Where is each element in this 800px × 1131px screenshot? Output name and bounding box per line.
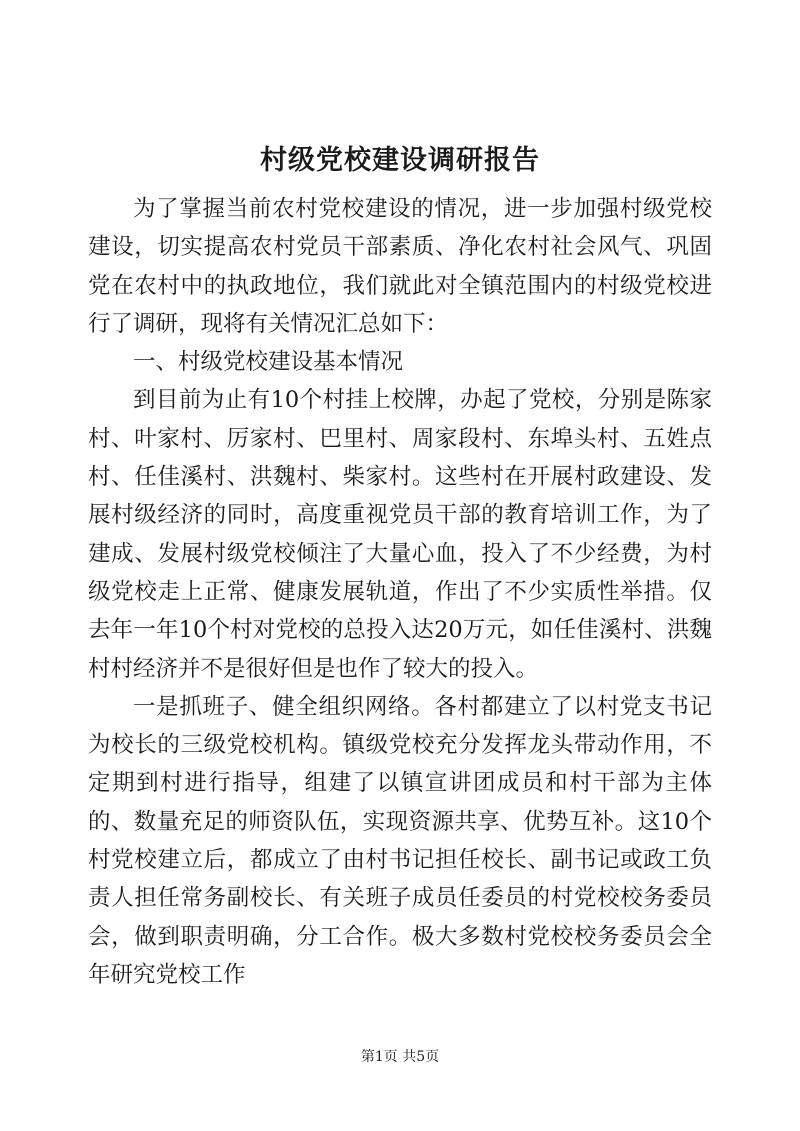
page-number-footer: 第1页 共5页 [360, 1049, 440, 1065]
intro-paragraph: 为了掌握当前农村党校建设的情况，进一步加强村级党校建设，切实提高农村党员干部素质、净化农村社会风气、巩固党在农村中的执政地位，我们就此对全镇范围内的村级党校进行了调研，现将有关情况汇总如下： [88, 196, 712, 337]
body-paragraph-organization: 一是抓班子、健全组织网络。各村都建立了以村党支书记为校长的三级党校机构。镇级党校充分发挥龙头带动作用，不定期到村进行指导，组建了以镇宣讲团成员和村干部为主体的、数量充足的师资队伍，实现资源共享、优势互补。这10个村党校建立后，都成立了由村书记担任校长、副书记或政工负责人担任常务副校长、有关班子成员任委员的村党校校务委员会，做到职责明确，分工合作。极大多数村党校校务委员会全年研究党校工作 [88, 693, 712, 988]
document-title: 村级党校建设调研报告 [260, 145, 540, 176]
document-body [88, 190, 712, 994]
body-paragraph-situation: 到目前为止有10个村挂上校牌，办起了党校，分别是陈家村、叶家村、厉家村、巴里村、周家段村、东埠头村、五姓点村、任佳溪村、洪魏村、柴家村。这些村在开展村政建设、发展村级经济的同时，高度重视党员干部的教育培训工作，为了建成、发展村级党校倾注了大量心血，投入了不少经费，为村级党校走上正常、健康发展轨道，作出了不少实质性举措。仅去年一年10个村对党校的总投入达20万元，如任佳溪村、洪魏村村经济并不是很好但是也作了较大的投入。 [88, 387, 712, 682]
section-heading: 一、村级党校建设基本情况 [133, 349, 404, 376]
